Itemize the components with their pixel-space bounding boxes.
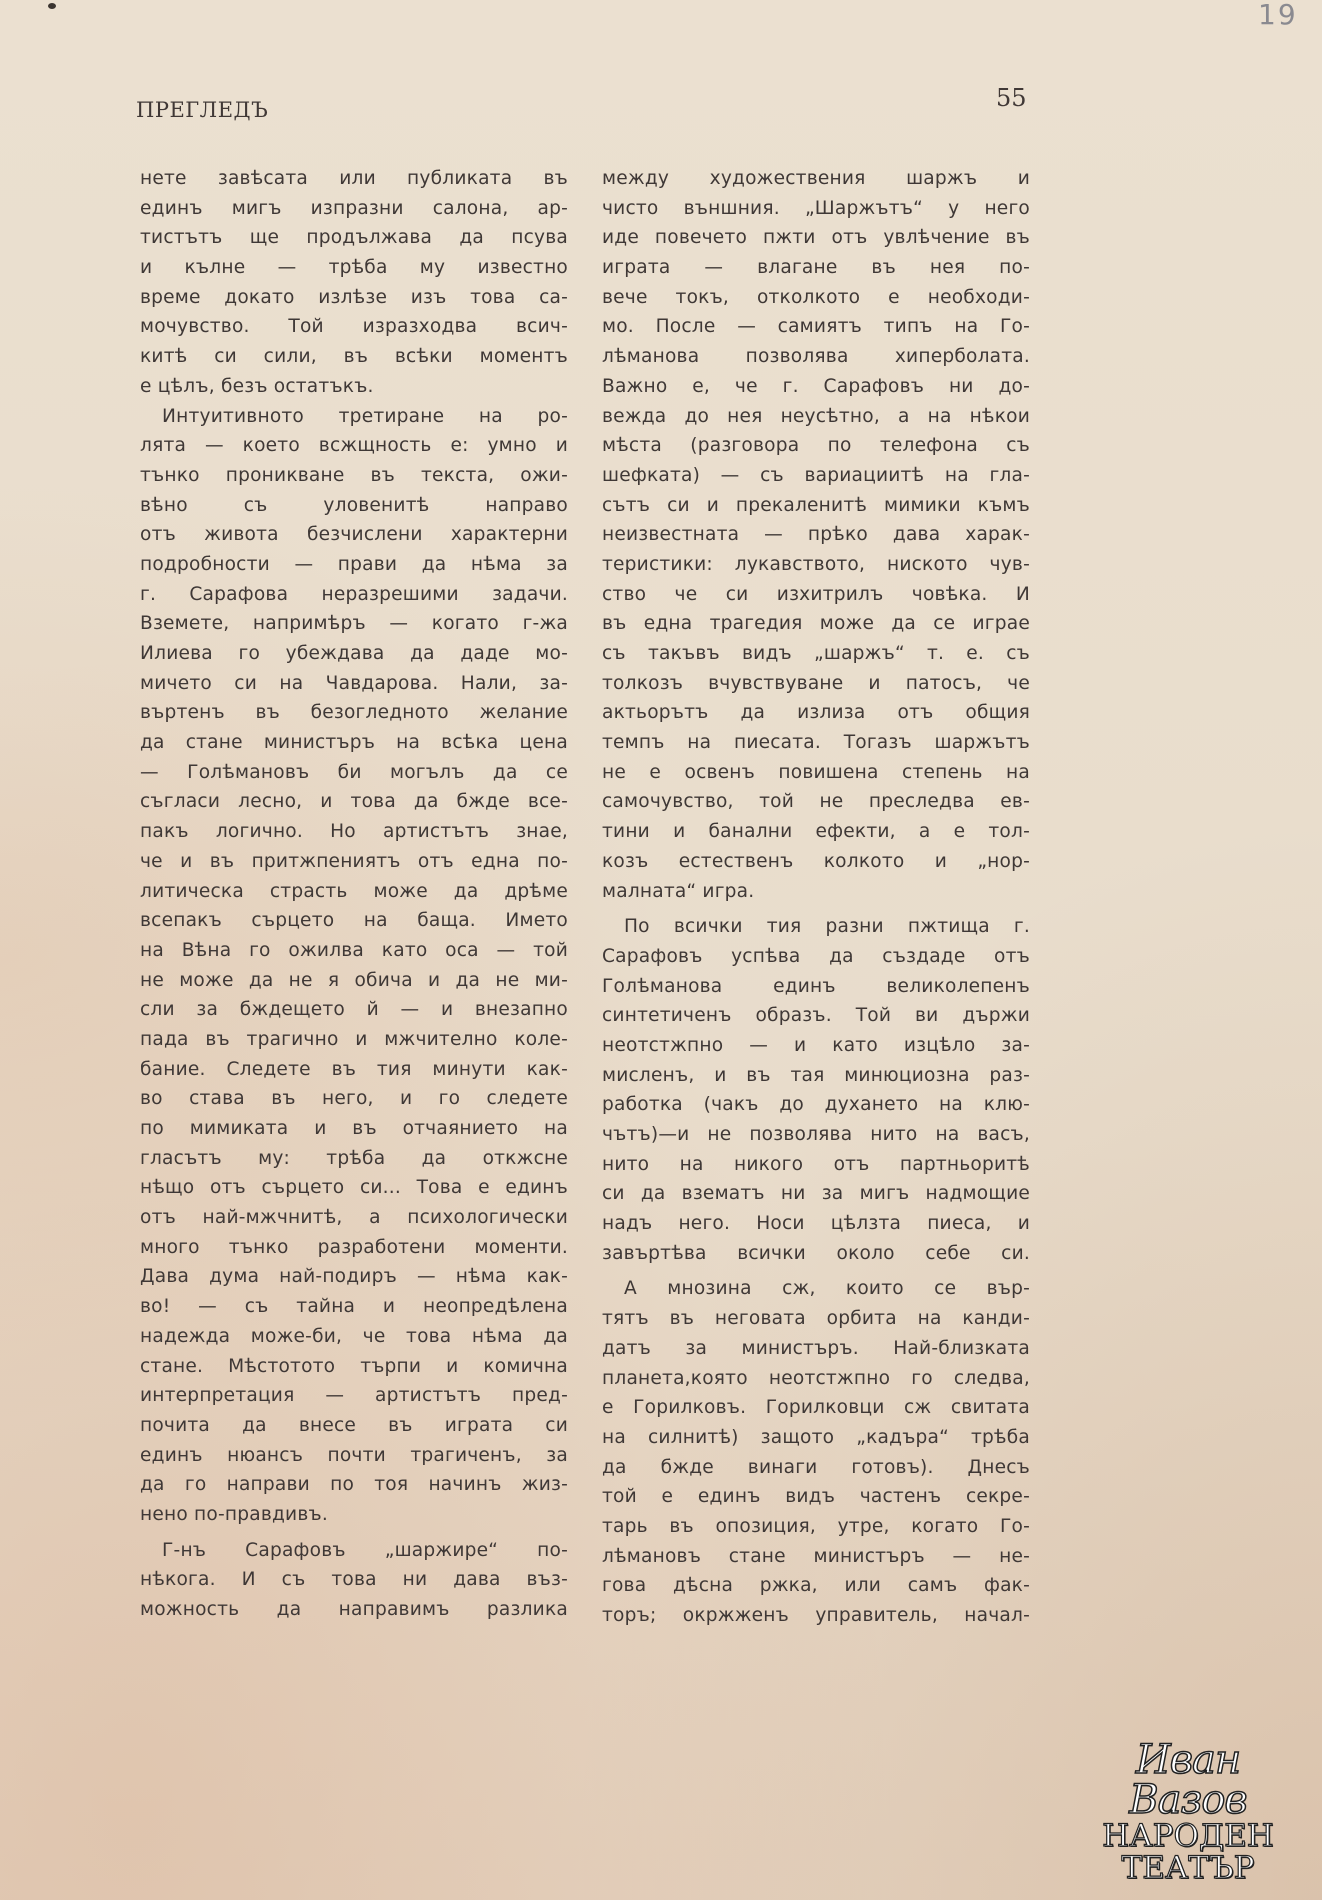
text-line: нѣщо отъ сърцето си... Това е единъ (140, 1177, 568, 1199)
text-line: е Горилковъ. Горилковци сж свитата (602, 1397, 1030, 1419)
text-line: единъ нюансъ почти трагиченъ, за (140, 1444, 568, 1466)
text-line: въртенъ въ безогледното желание (140, 702, 568, 724)
handwritten-archive-number: 19 (1258, 0, 1298, 31)
text-line: Илиева го убеждава да даде мо- (140, 643, 568, 664)
text-line: китѣ си сили, въ всѣки моментъ (140, 346, 568, 368)
text-line: да го направи по тоя начинъ жиз- (140, 1474, 568, 1496)
logo-signature: Иван Вазов (1129, 1737, 1247, 1823)
text-line: всепакъ сърцето на баща. Името (140, 910, 568, 932)
text-line: тарь въ опозиция, утре, когато Го- (602, 1515, 1030, 1537)
text-line: мѣста (разговора по телефона съ (602, 435, 1030, 457)
text-line: по мимиката и въ отчаянието на (140, 1118, 568, 1139)
text-line: единъ мигъ изпразни салона, ар- (140, 197, 568, 219)
text-line: лѣмановъ стане министъръ — не- (602, 1545, 1030, 1567)
text-line: синтетиченъ образъ. Той ви държи (602, 1005, 1030, 1027)
logo-line-1: НАРОДЕН (1102, 1818, 1274, 1854)
running-head: ПРЕГЛЕДЪ (136, 98, 269, 122)
text-line: чътъ)—и не позволява нито на васъ, (602, 1124, 1030, 1145)
text-line: отъ най-мжчнитѣ, а психологически (140, 1207, 568, 1229)
text-line: интерпретация — артистътъ пред- (140, 1385, 568, 1407)
text-line: че и въ притжпениятъ отъ една по- (140, 850, 568, 872)
text-line: тятъ въ неговата орбита на канди- (602, 1308, 1030, 1330)
text-line: сли за бждещето й — и внезапно (140, 999, 568, 1021)
text-line: мо. После — самиятъ типъ на Го- (602, 316, 1030, 338)
text-line: во! — съ тайна и неопредѣлена (140, 1296, 568, 1318)
text-line: завъртѣва всички около себе си. (602, 1242, 1030, 1264)
text-line: стане. Мѣстотото търпи и комична (140, 1355, 568, 1377)
text-line: лята — което всжщность е: умно и (140, 435, 568, 457)
text-line: А мнозина сж, които се вър- (624, 1278, 1030, 1300)
text-line: самочувство, той не преследва ев- (602, 791, 1030, 813)
text-line: работка (чакъ до духането на клю- (602, 1094, 1030, 1116)
text-line: да бжде винаги готовъ). Днесъ (602, 1456, 1030, 1478)
text-line: време докато излѣзе изъ това са- (140, 286, 568, 308)
text-line: вече токъ, отколкото е необходи- (602, 286, 1030, 308)
text-line: въ една трагедия може да се играе (602, 613, 1030, 635)
text-line: датъ за министъръ. Най-близката (602, 1337, 1030, 1359)
ink-speck (48, 3, 56, 9)
text-line: на силнитѣ) защото „кадъра“ трѣба (602, 1426, 1030, 1448)
text-line: надъ него. Носи цѣлзта пиеса, и (602, 1213, 1030, 1235)
text-line: подробности — прави да нѣма за (140, 553, 568, 575)
text-line: Дава дума най-подиръ — нѣма как- (140, 1266, 568, 1288)
text-line: нѣкога. И съ това ни дава въз- (140, 1569, 568, 1591)
page-number: 55 (996, 84, 1027, 112)
text-line: планета,която неотстжпно го следва, (602, 1367, 1030, 1389)
text-line: си да взематъ ни за мигъ надмощие (602, 1183, 1030, 1205)
text-line: пада въ трагично и мжчително коле- (140, 1028, 568, 1050)
text-line: гласътъ му: трѣба да откжсне (140, 1147, 568, 1169)
text-line: нено по-правдивъ. (140, 1503, 328, 1525)
text-line: мисленъ, и въ тая минюциозна раз- (602, 1064, 1030, 1086)
text-line: Г-нъ Сарафовъ „шаржире“ по- (162, 1539, 568, 1561)
text-column-right (602, 164, 1030, 1631)
text-line: мочувство. Той изразходва всич- (140, 316, 568, 338)
text-line: Интуитивното третиране на ро- (162, 405, 568, 427)
text-line: г. Сарафова неразрешими задачи. (140, 583, 568, 605)
text-line: между художествения шаржъ и (602, 168, 1030, 189)
text-line: сътъ си и прекаленитѣ мимики къмъ (602, 494, 1030, 516)
text-line: во става въ него, и го следете (140, 1088, 568, 1110)
text-line: много тънко разработени моменти. (140, 1236, 568, 1258)
text-line: теристики: лукавството, ниското чув- (602, 553, 1030, 575)
logo-line-2: ТЕАТЪР (1121, 1850, 1255, 1886)
text-line: вежда до нея неусѣтно, а на нѣкои (602, 405, 1030, 427)
text-line: можность да направимъ разлика (140, 1599, 568, 1620)
text-line: козъ естественъ колкото и „нор- (602, 850, 1030, 872)
text-line: малната“ игра. (602, 880, 755, 902)
text-line: играта — влагане въ нея по- (602, 257, 1030, 279)
text-column-left (140, 164, 568, 1625)
text-line: вѣно съ уловенитѣ направо (140, 494, 568, 516)
text-line: отъ живота безчислени характерни (140, 524, 568, 546)
text-line: неотстжпно — и като изцѣло за- (602, 1034, 1030, 1056)
text-line: ство че си изхитрилъ човѣка. И (602, 583, 1030, 605)
text-line: той е единъ видъ частенъ секре- (602, 1486, 1030, 1508)
text-line: надежда може-би, че това нѣма да (140, 1325, 568, 1347)
text-line: нете завѣсата или публиката въ (140, 168, 568, 189)
text-line: и кълне — трѣба му известно (140, 257, 568, 279)
text-line: нито на никого отъ партньоритѣ (602, 1153, 1030, 1175)
text-line: Голѣманова единъ великолепенъ (602, 975, 1030, 997)
text-line: съ такъвъ видъ „шаржъ“ т. е. съ (602, 643, 1030, 664)
text-line: торъ; окржженъ управитель, начал- (602, 1605, 1030, 1626)
text-line: тини и банални ефекти, а е тол- (602, 821, 1030, 843)
national-theatre-logo (1098, 1737, 1278, 1886)
text-line: е цѣлъ, безъ остатъкъ. (140, 375, 374, 397)
text-line: да стане министъръ на всѣка цена (140, 732, 568, 754)
text-line: Сарафовъ успѣва да създаде отъ (602, 945, 1030, 967)
text-line: чисто външния. „Шаржътъ“ у него (602, 197, 1030, 219)
text-line: шефката) — съ вариациитѣ на гла- (602, 464, 1030, 486)
text-line: бание. Следете въ тия минути как- (140, 1058, 568, 1080)
text-line: иде повечето пжти отъ увлѣчение въ (602, 227, 1030, 249)
text-line: не може да не я обича и да не ми- (140, 969, 568, 991)
text-line: толкозъ вчувствуване и патосъ, че (602, 672, 1030, 694)
text-line: пакъ логично. Но артистътъ знае, (140, 821, 568, 843)
text-line: тистътъ ще продължава да псува (140, 227, 568, 249)
text-line: темпъ на пиесата. Тогазъ шаржътъ (602, 732, 1030, 754)
text-line: Важно е, че г. Сарафовъ ни до- (602, 375, 1030, 397)
text-line: тънко проникване въ текста, ожи- (140, 464, 568, 486)
text-line: По всички тия разни пжтища г. (624, 916, 1030, 938)
text-line: Вземете, напримѣръ — когато г-жа (140, 613, 568, 635)
text-line: почита да внесе въ играта си (140, 1414, 568, 1436)
text-line: актьорътъ да излиза отъ общия (602, 702, 1030, 724)
text-line: мичето си на Чавдарова. Нали, за- (140, 672, 568, 694)
text-line: гова дѣсна ржка, или самъ фак- (602, 1575, 1030, 1597)
text-line: неизвестната — прѣко дава харак- (602, 524, 1030, 546)
text-line: съгласи лесно, и това да бжде все- (140, 791, 568, 813)
text-line: на Вѣна го ожилва като оса — той (140, 939, 568, 961)
text-line: литическа страсть може да дрѣме (140, 880, 568, 902)
text-line: лѣманова позволява хиперболата. (602, 346, 1030, 368)
text-line: не е освенъ повишена степень на (602, 761, 1030, 783)
text-line: — Голѣмановъ би могълъ да се (140, 761, 568, 783)
